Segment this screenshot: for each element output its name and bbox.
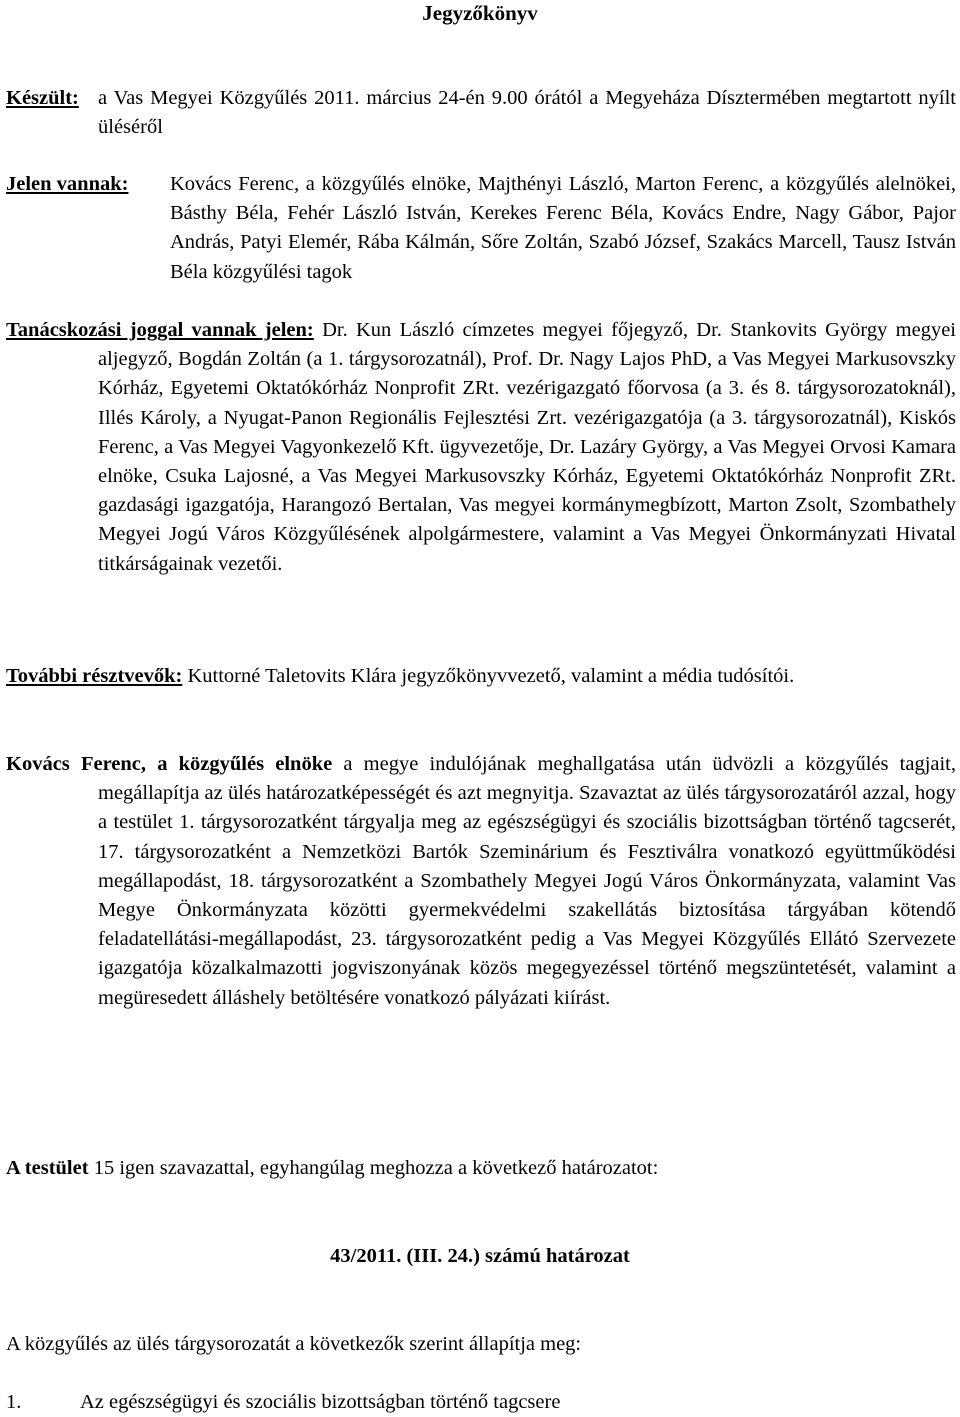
tovabbi-label: További résztvevők: bbox=[6, 665, 183, 687]
testulet-line bbox=[6, 1154, 956, 1183]
testulet-text: 15 igen szavazattal, egyhangúlag meghozza a következő határozatot: bbox=[93, 1157, 659, 1179]
megallapitja-line: A közgyűlés az ülés tárgysorozatát a következők szerint állapítja meg: bbox=[6, 1333, 582, 1355]
tovabbi-text bbox=[6, 662, 956, 691]
tanacskozasi-label-inline: Tanácskozási joggal vannak jelen: bbox=[6, 319, 314, 341]
jelen-text: Kovács Ferenc, a közgyűlés elnöke, Majthényi László, Marton Ferenc, a közgyűlés alelnökei, Básthy Béla, Fehér László István, Kerekes Ferenc Béla, Kovács Endre, Nagy Gábor, Pajor András, Patyi Elemér, Rába Kálmán, Sőre Zoltán, Szabó József, Szakács Marcell, Tausz István Béla közgyűlési tagok bbox=[170, 173, 956, 283]
document-title: Jegyzőkönyv bbox=[422, 1, 538, 25]
list-item-number: 1. bbox=[6, 1391, 22, 1413]
keszult-label: Készült: bbox=[6, 87, 79, 109]
keszult-text: a Vas Megyei Közgyűlés 2011. március 24-én 9.00 órától a Megyeháza Dísztermében megtartott nyílt üléséről bbox=[98, 87, 956, 139]
tovabbi-section bbox=[6, 662, 956, 691]
tanacskozasi-body: Dr. Kun László címzetes megyei főjegyző, Dr. Stankovits György megyei aljegyző, Bogdán Zoltán (a 1. tárgysorozatnál), Prof. Dr. Nagy Lajos PhD, a Vas Megyei Markusovszky Kórház, Egyetemi Oktatókórház Nonprofit ZRt. vezérigazgató főorvosa (a 3. és 8. tárgysorozatoknál), Illés Károly, a Nyugat-Panon Regionális Fejlesztési Zrt. vezérigazgatója (a 3. tárgysorozatnál), Kiskós Ferenc, a Vas Megyei Vagyonkezelő Kft. ügyvezetője, Dr. Lazáry György, a Vas Megyei Orvosi Kamara elnöke, Csuka Lajosné, a Vas Megyei Markusovszky Kórház, Egyetemi Oktatókórház Nonprofit ZRt. gazdasági igazgatója, Harangozó Bertalan, Vas megyei kormánymegbízott, Marton Zsolt, Szombathely Megyei Jogú Város Közgyűlésének alpolgármestere, valamint a Vas Megyei Önkormányzati Hivatal titkárságainak vezetői. bbox=[98, 319, 956, 575]
tanacskozasi-section bbox=[6, 316, 956, 579]
elnok-body: a megye indulójának meghallgatása után üdvözli a közgyűlés tagjait, megállapítja az ülés határozatképességét és azt megnyitja. Szavaztat az ülés tárgysorozatáról azzal, hogy a testület 1. tárgysorozatként tárgyalja meg az egészségügyi és szociális bizottságban történő tagcserét, 17. tárgysorozatként a Nemzetközi Bartók Szeminárium és Fesztiválra vonatkozó együttműködési megállapodást, 18. tárgysorozatként a Szombathely Megyei Jogú Város Önkormányzata, valamint Vas Megye Önkormányzata közötti gyermekvédelmi szakellátás biztosítása tárgyában kötendő feladatellátási-megállapodást, 23. tárgysorozatként pedig a Vas Megyei Közgyűlés Ellátó Szervezete igazgatója közalkalmazotti jogviszonyának közös megegyezéssel történő megszüntetését, valamint a megüresedett álláshely betöltésére vonatkozó pályázati kiírást. bbox=[98, 753, 957, 1009]
elnok-text bbox=[6, 750, 956, 1013]
tovabbi-body: Kuttorné Taletovits Klára jegyzőkönyvvezető, valamint a média tudósítói. bbox=[187, 665, 795, 687]
tanacskozasi-text bbox=[6, 316, 956, 579]
elnok-section bbox=[6, 750, 956, 1013]
jelen-section bbox=[6, 170, 956, 287]
testulet-label: A testület bbox=[6, 1157, 89, 1179]
list-item-text: Az egészségügyi és szociális bizottságban történő tagcsere bbox=[80, 1391, 561, 1413]
hatarozat-title: 43/2011. (III. 24.) számú határozat bbox=[330, 1245, 630, 1267]
keszult-section bbox=[6, 84, 956, 142]
jelen-label: Jelen vannak: bbox=[6, 173, 129, 195]
elnok-label: Kovács Ferenc, a közgyűlés elnöke bbox=[6, 753, 333, 775]
list-item bbox=[6, 1388, 560, 1417]
